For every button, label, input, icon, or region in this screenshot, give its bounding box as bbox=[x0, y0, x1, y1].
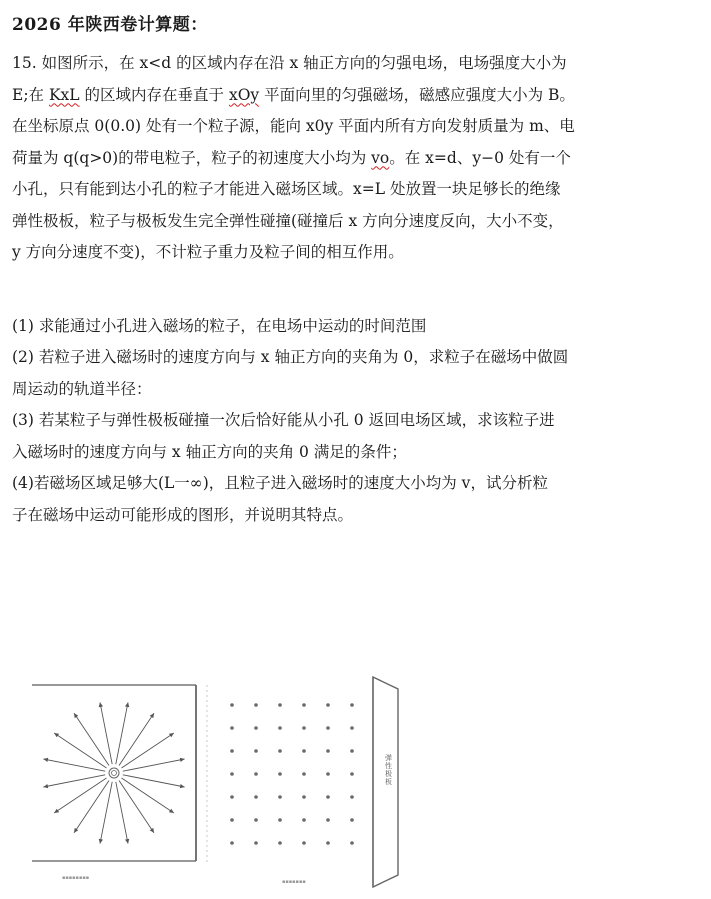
field-dot bbox=[278, 703, 282, 707]
ray-arrowhead bbox=[169, 809, 174, 813]
field-dot bbox=[230, 841, 234, 845]
question-line: (2) 若粒子进入磁场时的速度方向与 x 轴正方向的夹角为 0，求粒子在磁场中做圆 bbox=[12, 348, 569, 366]
field-dot bbox=[230, 726, 234, 730]
ray-arrowhead bbox=[125, 839, 129, 844]
field-dot bbox=[254, 749, 258, 753]
field-dot bbox=[254, 841, 258, 845]
problem-text: 。在 x=d、y−0 处有一个 bbox=[389, 148, 571, 167]
field-dot bbox=[254, 795, 258, 799]
source-ring-inner bbox=[112, 771, 117, 776]
problem-text: 平面向里的匀强磁场，磁感应强度大小为 B。 bbox=[259, 85, 575, 104]
panel-caption-smudge: ▪▪▪▪▪▪▪ bbox=[282, 879, 306, 885]
elastic-plate bbox=[373, 677, 398, 887]
field-dot bbox=[302, 818, 306, 822]
ray-arrowhead bbox=[54, 809, 59, 813]
field-dot bbox=[278, 818, 282, 822]
problem-text: 15. 如图所示，在 x<d 的区域内存在沿 x 轴正方向的匀强电场，电场强度大小为 bbox=[12, 54, 567, 72]
field-dot bbox=[230, 703, 234, 707]
question-line: 子在磁场中运动可能形成的图形，并说明其特点。 bbox=[12, 505, 354, 524]
field-dot bbox=[302, 703, 306, 707]
problem-statement bbox=[12, 48, 702, 531]
field-dot bbox=[254, 818, 258, 822]
field-dot bbox=[254, 703, 258, 707]
problem-text-underlined: vo bbox=[371, 148, 390, 167]
ray-arrowhead bbox=[74, 713, 78, 718]
field-dot bbox=[254, 772, 258, 776]
field-dot-grid bbox=[230, 703, 354, 845]
field-dot bbox=[326, 726, 330, 730]
field-dot bbox=[326, 772, 330, 776]
question-line: (3) 若某粒子与弹性极板碰撞一次后恰好能从小孔 0 返回电场区域，求该粒子进 bbox=[12, 411, 555, 429]
page-title: 2026 年陕西卷计算题： bbox=[12, 15, 208, 35]
field-dot bbox=[326, 795, 330, 799]
field-dot bbox=[326, 749, 330, 753]
ray-arrowhead bbox=[43, 784, 48, 788]
field-dot bbox=[350, 726, 354, 730]
radial-rays bbox=[43, 702, 184, 843]
field-dot bbox=[326, 818, 330, 822]
electric-field-panel bbox=[32, 685, 196, 881]
question-line: 周运动的轨道半径： bbox=[12, 379, 152, 398]
ray-arrowhead bbox=[74, 828, 78, 833]
question-line: (4)若磁场区域足够大(L一∞)，且粒子进入磁场时的速度大小均为 v，试分析粒 bbox=[12, 474, 548, 492]
field-dot bbox=[278, 841, 282, 845]
plate-label: 弹性极板 bbox=[385, 754, 392, 786]
spacer bbox=[12, 269, 702, 311]
field-dot bbox=[230, 749, 234, 753]
problem-text-underlined: KxL bbox=[48, 85, 80, 104]
problem-line bbox=[12, 206, 702, 238]
problem-line bbox=[12, 111, 702, 143]
field-dot bbox=[302, 772, 306, 776]
problem-text: 荷量为 q(q>0)的带电粒子，粒子的初速度大小均为 bbox=[12, 148, 372, 167]
magnetic-field-panel bbox=[207, 685, 354, 885]
figure-svg bbox=[0, 665, 711, 899]
problem-line bbox=[12, 174, 702, 206]
problem-text: 小孔，只有能到达小孔的粒子才能进入磁场区域。x=L 处放置一块足够长的绝缘 bbox=[12, 180, 561, 198]
problem-line bbox=[12, 237, 702, 269]
field-dot bbox=[302, 841, 306, 845]
field-dot bbox=[350, 818, 354, 822]
problem-text: E;在 bbox=[12, 85, 49, 104]
ray-arrowhead bbox=[125, 702, 129, 707]
field-dot bbox=[230, 795, 234, 799]
panel-caption-smudge: ▪▪▪▪▪▪▪▪ bbox=[62, 875, 90, 881]
field-dot bbox=[302, 795, 306, 799]
problem-text: 在坐标原点 0(0.0) 处有一个粒子源，能向 x0y 平面内所有方向发射质量为 m、电 bbox=[12, 117, 575, 135]
question-line: 入磁场时的速度方向与 x 轴正方向的夹角 0 满足的条件； bbox=[12, 442, 407, 461]
field-dot bbox=[302, 749, 306, 753]
ray-arrowhead bbox=[180, 784, 185, 788]
problem-text: 弹性极板，粒子与极板发生完全弹性碰撞(碰撞后 x 方向分速度反向，大小不变， bbox=[12, 211, 564, 230]
field-dot bbox=[326, 841, 330, 845]
field-dot bbox=[350, 749, 354, 753]
field-dot bbox=[326, 703, 330, 707]
field-dot bbox=[278, 772, 282, 776]
figure bbox=[0, 665, 711, 899]
ray-arrowhead bbox=[43, 758, 48, 762]
field-dot bbox=[278, 795, 282, 799]
ray-arrowhead bbox=[99, 839, 103, 844]
field-dot bbox=[350, 841, 354, 845]
ray-arrowhead bbox=[180, 758, 185, 762]
ray-arrowhead bbox=[169, 733, 174, 737]
problem-line bbox=[12, 48, 702, 80]
source-ring-outer bbox=[109, 768, 119, 778]
ray-arrowhead bbox=[150, 713, 154, 718]
ray-arrowhead bbox=[150, 828, 154, 833]
field-dot bbox=[350, 772, 354, 776]
field-dot bbox=[230, 772, 234, 776]
field-dot bbox=[350, 795, 354, 799]
problem-text: y 方向分速度不变)，不计粒子重力及粒子间的相互作用。 bbox=[12, 243, 404, 261]
field-dot bbox=[350, 703, 354, 707]
field-dot bbox=[278, 726, 282, 730]
question-line: (1) 求能通过小孔进入磁场的粒子，在电场中运动的时间范围 bbox=[12, 316, 427, 335]
problem-line bbox=[12, 80, 702, 112]
problem-text-underlined: xOy bbox=[228, 85, 260, 104]
problem-line bbox=[12, 143, 702, 175]
field-dot bbox=[302, 726, 306, 730]
ray-arrowhead bbox=[54, 733, 59, 737]
field-dot bbox=[230, 818, 234, 822]
problem-text: 的区域内存在垂直于 bbox=[79, 85, 229, 104]
field-dot bbox=[254, 726, 258, 730]
ray-arrowhead bbox=[99, 702, 103, 707]
field-dot bbox=[278, 749, 282, 753]
